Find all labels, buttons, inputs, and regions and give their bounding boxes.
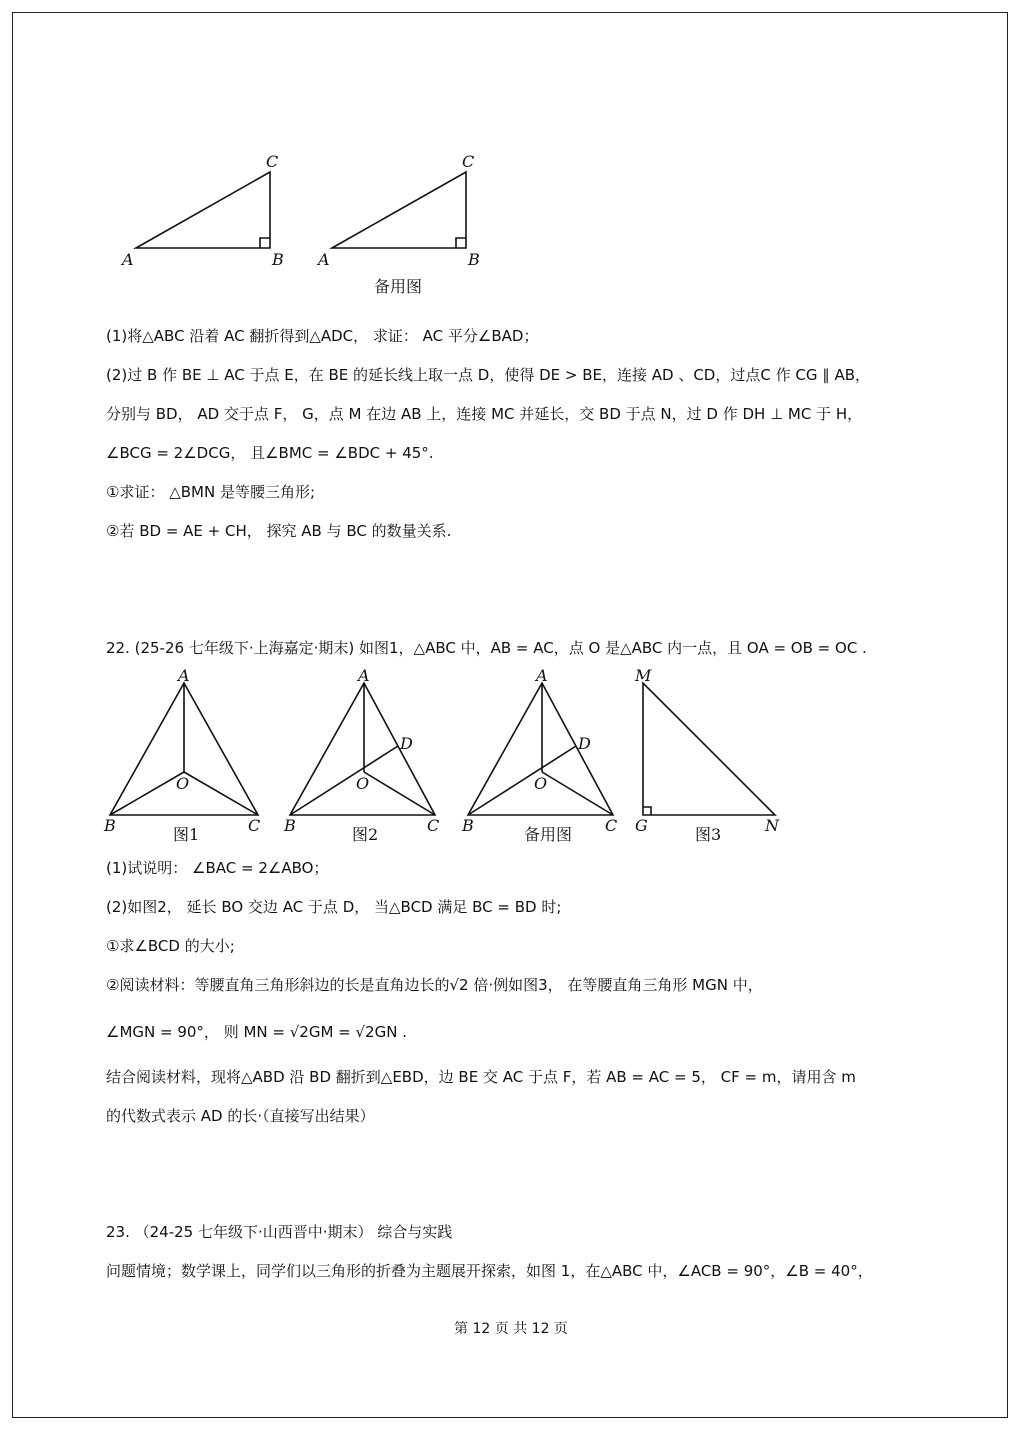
caption: 图3: [695, 825, 722, 844]
label-n: N: [765, 816, 779, 835]
page-footer: 第 12 页 共 12 页: [454, 1321, 568, 1337]
label-b: B: [272, 250, 284, 269]
label-g: G: [635, 816, 648, 835]
caption: 图1: [173, 825, 200, 844]
q23-header: 23. （24-25 七年级下·山西晋中·期末） 综合与实践: [106, 1223, 453, 1241]
label-a: A: [178, 666, 190, 685]
label-o: O: [356, 774, 370, 793]
q22-figure-1: [100, 665, 270, 850]
q22-line-3: ①求∠BCD 的大小;: [106, 937, 235, 955]
q22-header: 22. (25-26 七年级下·上海嘉定·期末) 如图1，△ABC 中，AB = AC，点 O 是△ABC 内一点，且 OA = OB = OC .: [106, 639, 867, 657]
label-a: A: [358, 666, 370, 685]
q21-line-1: (1)将△ABC 沿着 AC 翻折得到△ADC， 求证： AC 平分∠BAD；: [106, 327, 539, 345]
q21-line-6: ②若 BD = AE + CH， 探究 AB 与 BC 的数量关系.: [106, 522, 452, 540]
label-c: C: [248, 816, 261, 835]
caption: 图2: [352, 825, 379, 844]
q22-line-1: (1)试说明： ∠BAC = 2∠ABO；: [106, 859, 329, 877]
label-a: A: [318, 250, 330, 269]
label-c: C: [266, 152, 279, 171]
label-b: B: [284, 816, 296, 835]
q22-line-7: 的代数式表示 AD 的长·（直接写出结果）: [106, 1107, 375, 1125]
q22-figure-3: [630, 665, 800, 850]
label-o: O: [176, 774, 190, 793]
label-c: C: [462, 152, 475, 171]
q22-line-5: ∠MGN = 90°， 则 MN = √2GM = √2GN .: [106, 1023, 407, 1041]
q22-figure-spare: [458, 665, 628, 850]
q23-line-1: 问题情境；数学课上，同学们以三角形的折叠为主题展开探索，如图 1，在△ABC 中，∠ACB = 90°，∠B = 40°，: [106, 1262, 873, 1280]
label-o: O: [534, 774, 548, 793]
label-b: B: [462, 816, 474, 835]
q22-line-2: (2)如图2， 延长 BO 交边 AC 于点 D， 当△BCD 满足 BC = BD 时;: [106, 898, 562, 916]
caption: 备用图: [524, 825, 573, 844]
label-a: A: [122, 250, 134, 269]
q22-line-4: ②阅读材料：等腰直角三角形斜边的长是直角边长的√2 倍·例如图3， 在等腰直角三角形 MGN 中，: [106, 976, 763, 994]
q21-line-5: ①求证： △BMN 是等腰三角形;: [106, 483, 316, 501]
q21-line-4: ∠BCG = 2∠DCG， 且∠BMC = ∠BDC + 45°.: [106, 444, 434, 462]
q21-line-2: (2)过 B 作 BE ⊥ AC 于点 E，在 BE 的延长线上取一点 D，使得 DE > BE，连接 AD 、CD，过点C 作 CG ∥ AB，: [106, 366, 871, 384]
q22-figure-2: [280, 665, 450, 850]
label-b: B: [104, 816, 116, 835]
label-d: D: [578, 734, 591, 753]
caption: 备用图: [374, 277, 423, 296]
label-a: A: [536, 666, 548, 685]
q21-line-3: 分别与 BD， AD 交于点 F， G，点 M 在边 AB 上，连接 MC 并延长，交 BD 于点 N，过 D 作 DH ⊥ MC 于 H，: [106, 405, 863, 423]
label-d: D: [400, 734, 413, 753]
label-b: B: [468, 250, 480, 269]
label-c: C: [427, 816, 440, 835]
label-m: M: [635, 666, 652, 685]
q21-figure-left: [110, 150, 300, 275]
q22-line-6: 结合阅读材料，现将△ABD 沿 BD 翻折到△EBD，边 BE 交 AC 于点 F，若 AB = AC = 5， CF = m，请用含 m: [106, 1068, 856, 1086]
q21-figure-spare: [306, 150, 506, 300]
label-c: C: [605, 816, 618, 835]
